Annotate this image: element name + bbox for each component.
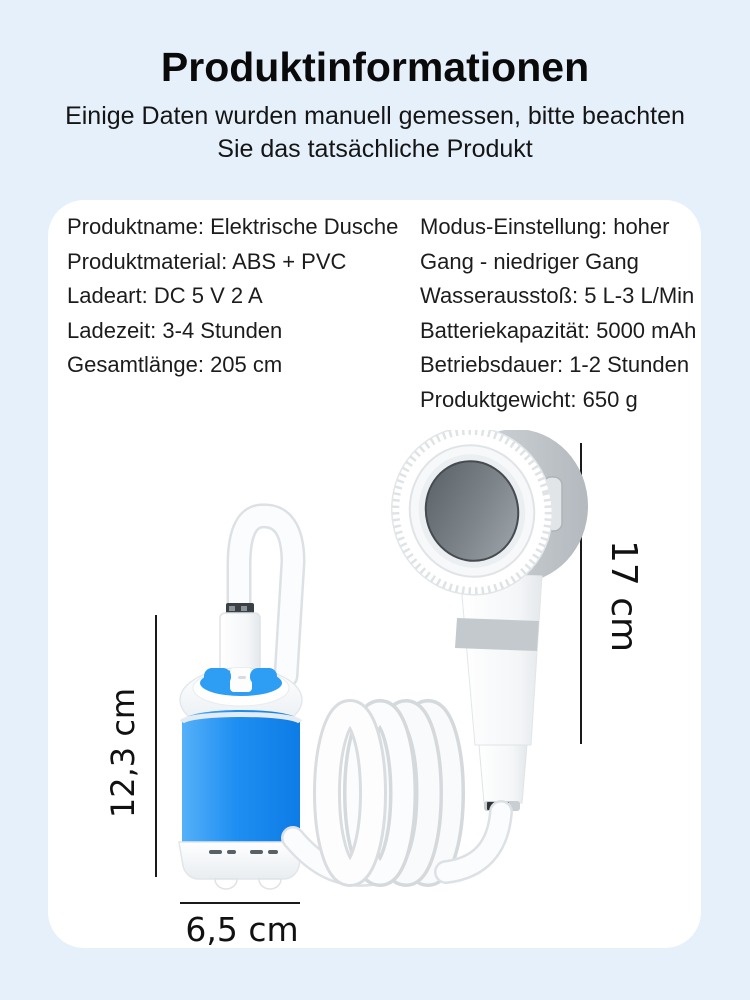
pump-base bbox=[179, 842, 303, 879]
spec-line: Produktname: Elektrische Dusche bbox=[67, 214, 399, 239]
handle-gray-band bbox=[455, 618, 539, 651]
pump-button-left bbox=[204, 668, 231, 685]
spec-line: Betriebsdauer: 1-2 Stunden bbox=[420, 352, 690, 378]
spec-line: Gang - niedriger Gang bbox=[420, 248, 639, 274]
pump-body bbox=[182, 710, 300, 854]
spec-line: Gesamtlänge: 205 cm bbox=[67, 352, 283, 378]
head-height-label: 17 cm bbox=[603, 539, 644, 653]
spec-line: Modus-Einstellung: hoher bbox=[420, 214, 670, 239]
charging-cable bbox=[220, 516, 293, 676]
spec-column-right bbox=[420, 210, 696, 418]
head-handle bbox=[460, 572, 542, 745]
spec-column-left bbox=[67, 210, 398, 383]
page-subtitle bbox=[0, 100, 750, 166]
spec-line: Batteriekapazität: 5000 mAh bbox=[420, 317, 697, 343]
specs-panel bbox=[48, 200, 701, 948]
handle-connector bbox=[479, 745, 527, 803]
page-title: Produktinformationen bbox=[160, 44, 590, 90]
pump bbox=[179, 668, 303, 889]
spec-line: Ladeart: DC 5 V 2 A bbox=[67, 283, 263, 309]
spec-line: Ladezeit: 3-4 Stunden bbox=[67, 317, 283, 343]
subtitle-line: Einige Daten wurden manuell gemessen, bitte beachten bbox=[65, 102, 685, 130]
pump-width-label: 6,5 cm bbox=[185, 910, 299, 948]
dimension-pump-height bbox=[104, 615, 156, 877]
dimension-head-height bbox=[581, 443, 644, 744]
spec-line: Produktmaterial: ABS + PVC bbox=[67, 248, 347, 274]
dimension-pump-width bbox=[180, 903, 300, 948]
subtitle-line: Sie das tatsächliche Produkt bbox=[217, 135, 533, 163]
pump-height-label: 12,3 cm bbox=[104, 687, 142, 819]
spec-line: Produktgewicht: 650 g bbox=[420, 386, 638, 412]
product-illustration bbox=[48, 430, 701, 948]
spec-line: Wasserausstoß: 5 L-3 L/Min bbox=[420, 283, 695, 309]
usb-plug bbox=[220, 613, 260, 673]
hose-coil bbox=[327, 713, 451, 873]
pump-button-right bbox=[250, 668, 277, 685]
